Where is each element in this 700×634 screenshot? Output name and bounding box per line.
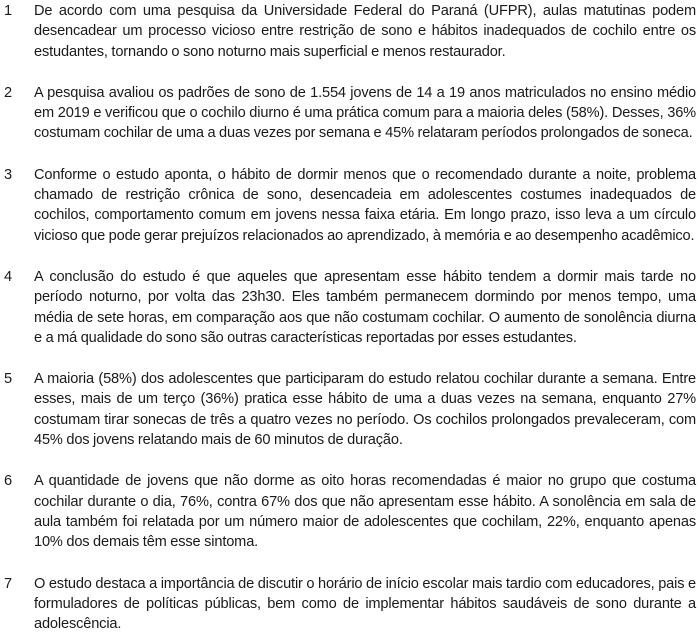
paragraph-4 bbox=[0, 267, 700, 348]
paragraph-5 bbox=[0, 369, 700, 450]
paragraph-number: 5 bbox=[4, 371, 13, 388]
paragraph-text: A quantidade de jovens que não dorme as oito horas recomendadas é maior no grupo que costuma cochilar durante o dia, 76%, contra 67% dos que não apresentam esse hábito. A sonolência em sala de aula também foi relatada por um número maior de adolescentes que cochilam, 22%, enquanto apenas 10% dos demais têm esse sintoma. bbox=[34, 473, 696, 551]
paragraph-number: 2 bbox=[4, 84, 13, 101]
paragraph-1 bbox=[0, 1, 700, 62]
paragraph-7 bbox=[0, 574, 700, 634]
paragraph-number: 4 bbox=[4, 268, 13, 285]
paragraph-text: A maioria (58%) dos adolescentes que participaram do estudo relatou cochilar durante a semana. Entre esses, mais de um terço (36%) pratica esse hábito de uma a duas vezes na semana, enquanto 27% costumam tirar sonecas de três a quatro vezes no período. Os cochilos prolongados prevaleceram, com 45% dos jovens relatando mais de 60 minutos de duração. bbox=[34, 371, 696, 449]
paragraph-text: De acordo com uma pesquisa da Universidade Federal do Paraná (UFPR), aulas matutinas podem desencadear um processo vicioso entre restrição de sono e hábitos inadequados de cochilo entre os estudantes, tornando o sono noturno mais superficial e menos restaurador. bbox=[34, 3, 696, 60]
paragraph-text: A pesquisa avaliou os padrões de sono de 1.554 jovens de 14 a 19 anos matriculados no ensino médio em 2019 e verificou que o cochilo diurno é uma prática comum para a maioria deles (58%). Desses, 36% costumam cochilar de uma a duas vezes por semana e 45% relataram períodos prolongados de soneca. bbox=[34, 84, 696, 142]
paragraph-number: 1 bbox=[4, 3, 13, 19]
paragraph-text: O estudo destaca a importância de discutir o horário de início escolar mais tardio com educadores, pais e formuladores de políticas públicas, bem como de implementar hábitos saudáveis de sono durante a adolescência. bbox=[34, 575, 696, 633]
paragraph-text: A conclusão do estudo é que aqueles que apresentam esse hábito tendem a dormir mais tarde no período noturno, por volta das 23h30. Eles também permanecem dormindo por menos tempo, uma média de sete horas, em comparação aos que não costumam cochilar. O aumento de sonolência diurna e a má qualidade do sono são outras características reportadas por esses estudantes. bbox=[34, 268, 696, 346]
paragraph-2 bbox=[0, 83, 700, 144]
paragraph-6 bbox=[0, 471, 700, 552]
paragraph-3 bbox=[0, 165, 700, 246]
paragraph-number: 7 bbox=[4, 575, 13, 592]
paragraph-number: 6 bbox=[4, 473, 13, 490]
paragraph-text: Conforme o estudo aponta, o hábito de dormir menos que o recomendado durante a noite, problema chamado de restrição crônica de sono, desencadeia em adolescentes costumes inadequados de cochilos, comportamento comum em jovens nessa faixa etária. Em longo prazo, isso leva a um círculo vicioso que pode gerar prejuízos relacionados ao aprendizado, à memória e ao desempenho acadêmico. bbox=[34, 166, 696, 244]
paragraph-number: 3 bbox=[4, 166, 13, 183]
